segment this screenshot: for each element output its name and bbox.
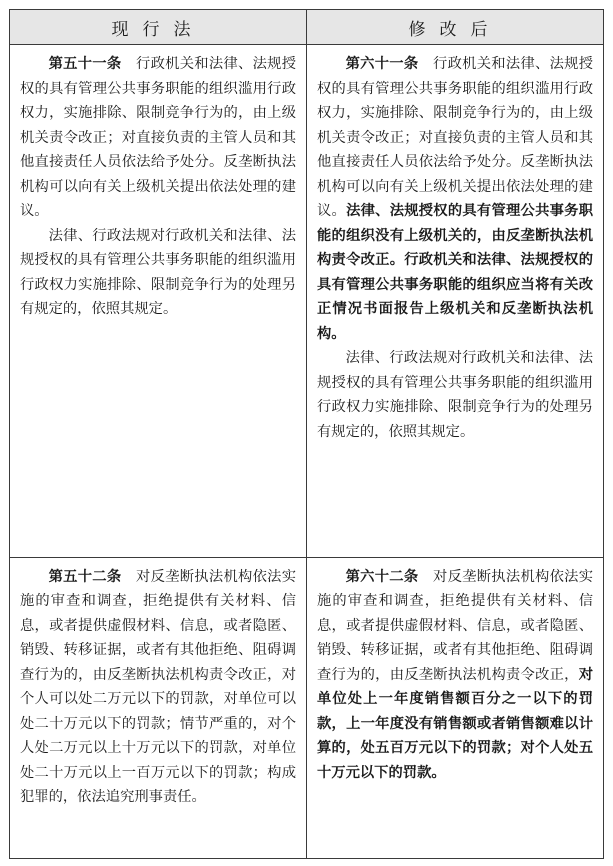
table-row (10, 557, 604, 858)
paragraph (20, 52, 296, 224)
header-row (10, 10, 604, 45)
header-amended-law: 修改后 (307, 10, 604, 45)
header-current-law: 现行法 (10, 10, 307, 45)
table-row (10, 45, 604, 558)
paragraph (317, 565, 593, 786)
cell-current-article-52 (10, 557, 307, 858)
article-text: 行政机关和法律、法规授权的具有管理公共事务职能的组织滥用行政权力，实施排除、限制竞争行为的，由上级机关责令改正；对直接负责的主管人员和其他直接责任人员依法给予处分。反垄断执法机构可以向有关上级机关提出依法处理的建议。 (20, 56, 297, 220)
paragraph (317, 52, 593, 346)
cell-amended-article-62 (307, 557, 604, 858)
paragraph (20, 565, 296, 810)
article-text: 法律、行政法规对行政机关和法律、法规授权的具有管理公共事务职能的组织滥用行政权力实施排除、限制竞争行为的处理另有规定的，依照其规定。 (317, 350, 593, 440)
article-number: 第六十一条 (345, 56, 419, 73)
cell-current-article-51 (10, 45, 307, 558)
comparison-table (9, 9, 604, 859)
article-number: 第五十二条 (48, 568, 122, 585)
article-text: 对反垄断执法机构依法实施的审查和调查，拒绝提供有关材料、信息，或者提供虚假材料、信息，或者隐匿、销毁、转移证据，或者有其他拒绝、阻碍调查行为的，由反垄断执法机构责令改正， (317, 568, 594, 683)
amended-text: 对单位处上一年度销售额百分之一以下的罚款，上一年度没有销售额或者销售额难以计算的，处五百万元以下的罚款；对个人处五十万元以下的罚款。 (317, 666, 593, 781)
article-number: 第五十一条 (48, 56, 122, 73)
article-text: 法律、行政法规对行政机关和法律、法规授权的具有管理公共事务职能的组织滥用行政权力实施排除、限制竞争行为的处理另有规定的，依照其规定。 (20, 227, 296, 318)
cell-amended-article-61 (307, 45, 604, 558)
amended-text: 法律、法规授权的具有管理公共事务职能的组织没有上级机关的，由反垄断执法机构责令改正。行政机关和法律、法规授权的具有管理公共事务职能的组织应当将有关改正情况书面报告上级机关和反垄断执法机构。 (317, 203, 593, 342)
article-number: 第六十二条 (345, 568, 419, 585)
paragraph (317, 346, 593, 444)
article-text: 行政机关和法律、法规授权的具有管理公共事务职能的组织滥用行政权力，实施排除、限制竞争行为的，由上级机关责令改正；对直接负责的主管人员和其他直接责任人员依法给予处分。反垄断执法机构可以向有关上级机关提出依法处理的建议。 (317, 56, 594, 220)
paragraph (20, 224, 296, 322)
article-text: 对反垄断执法机构依法实施的审查和调查，拒绝提供有关材料、信息，或者提供虚假材料、信息，或者隐匿、销毁、转移证据，或者有其他拒绝、阻碍调查行为的，由反垄断执法机构责令改正，对个人可以处二万元以下的罚款，对单位可以处二十万元以下的罚款；情节严重的，对个人处二万元以上十万元以下的罚款，对单位处二十万元以上一百万元以下的罚款；构成犯罪的，依法追究刑事责任。 (20, 568, 297, 806)
